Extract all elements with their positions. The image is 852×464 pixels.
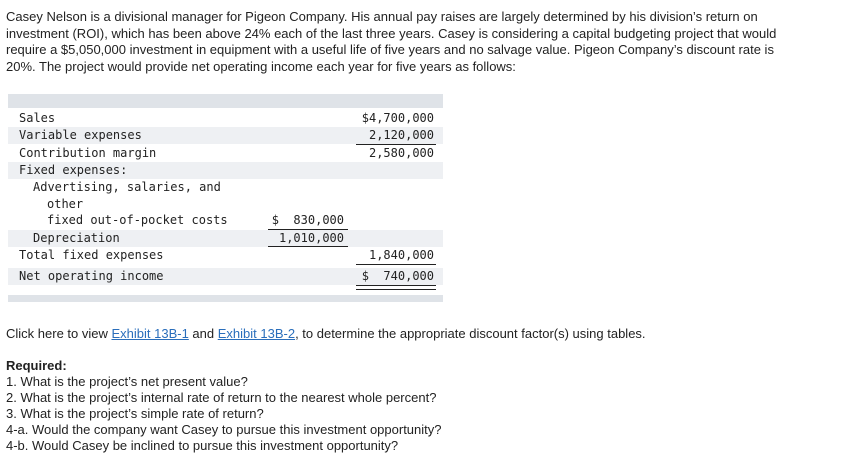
table-row [8,268,443,285]
table-row [8,196,443,213]
row-label: Depreciation [33,231,120,245]
exhibit-prefix: Click here to view [6,326,112,341]
intro-line: investment (ROI), which has been above 24% each of the last three years. Casey is considering a capital budgeting project that would [6,25,777,41]
underline [356,264,436,265]
table-row [8,145,443,162]
row-label: Advertising, salaries, and [33,180,221,194]
row-value: 2,120,000 [368,128,434,142]
table-row [8,110,443,127]
row-value: 2,580,000 [368,146,434,160]
double-underline [356,285,436,290]
intro-line: require a $5,050,000 investment in equipment with a useful life of five years and no salvage value. Pigeon Company’s discount rate is [6,42,774,57]
row-value: 1,840,000 [368,248,434,262]
intro-line: Casey Nelson is a divisional manager for Pigeon Company. His annual pay raises are largely determined by his division’s return on [6,9,758,24]
row-label: other [47,197,84,211]
table-row [8,230,443,247]
question-1: 1. What is the project’s net present value? [6,374,248,389]
row-label: Variable expenses [19,128,142,142]
table-footer-bar [8,295,443,302]
question-4b: 4-b. Would Casey be inclined to pursue this investment opportunity? [6,438,399,453]
row-value: 1,010,000 [278,231,344,245]
exhibit-13b-1-link[interactable]: Exhibit 13B-1 [111,326,189,341]
problem-intro [6,9,848,75]
row-label: Contribution margin [19,146,157,160]
row-value: $ 740,000 [361,269,434,283]
intro-line: 20%. The project would provide net operating income each year for five years as follows: [6,58,516,74]
row-label: Sales [19,111,56,125]
question-4a: 4-a. Would the company want Casey to pursue this investment opportunity? [6,422,442,437]
table-row [8,127,443,144]
row-label: fixed out-of-pocket costs [47,213,228,227]
row-value: $ 830,000 [271,213,344,227]
required-section [6,358,442,454]
question-3: 3. What is the project’s simple rate of return? [6,406,264,421]
table-row [8,162,443,179]
question-2: 2. What is the project’s internal rate of return to the nearest whole percent? [6,390,437,405]
row-label: Net operating income [19,269,164,283]
required-title: Required: [6,358,67,373]
row-label: Fixed expenses: [19,163,128,177]
row-label: Total fixed expenses [19,248,164,262]
income-statement-table [8,94,443,302]
table-row [8,179,443,196]
table-row [8,247,443,264]
table-header-bar [8,94,443,108]
exhibit-13b-2-link[interactable]: Exhibit 13B-2 [217,326,296,341]
row-value: $4,700,000 [361,111,434,125]
exhibit-suffix: , to determine the appropriate discount factor(s) using tables. [295,326,646,341]
exhibit-instruction [6,326,646,342]
table-row [8,212,443,229]
exhibit-and: and [188,326,218,341]
